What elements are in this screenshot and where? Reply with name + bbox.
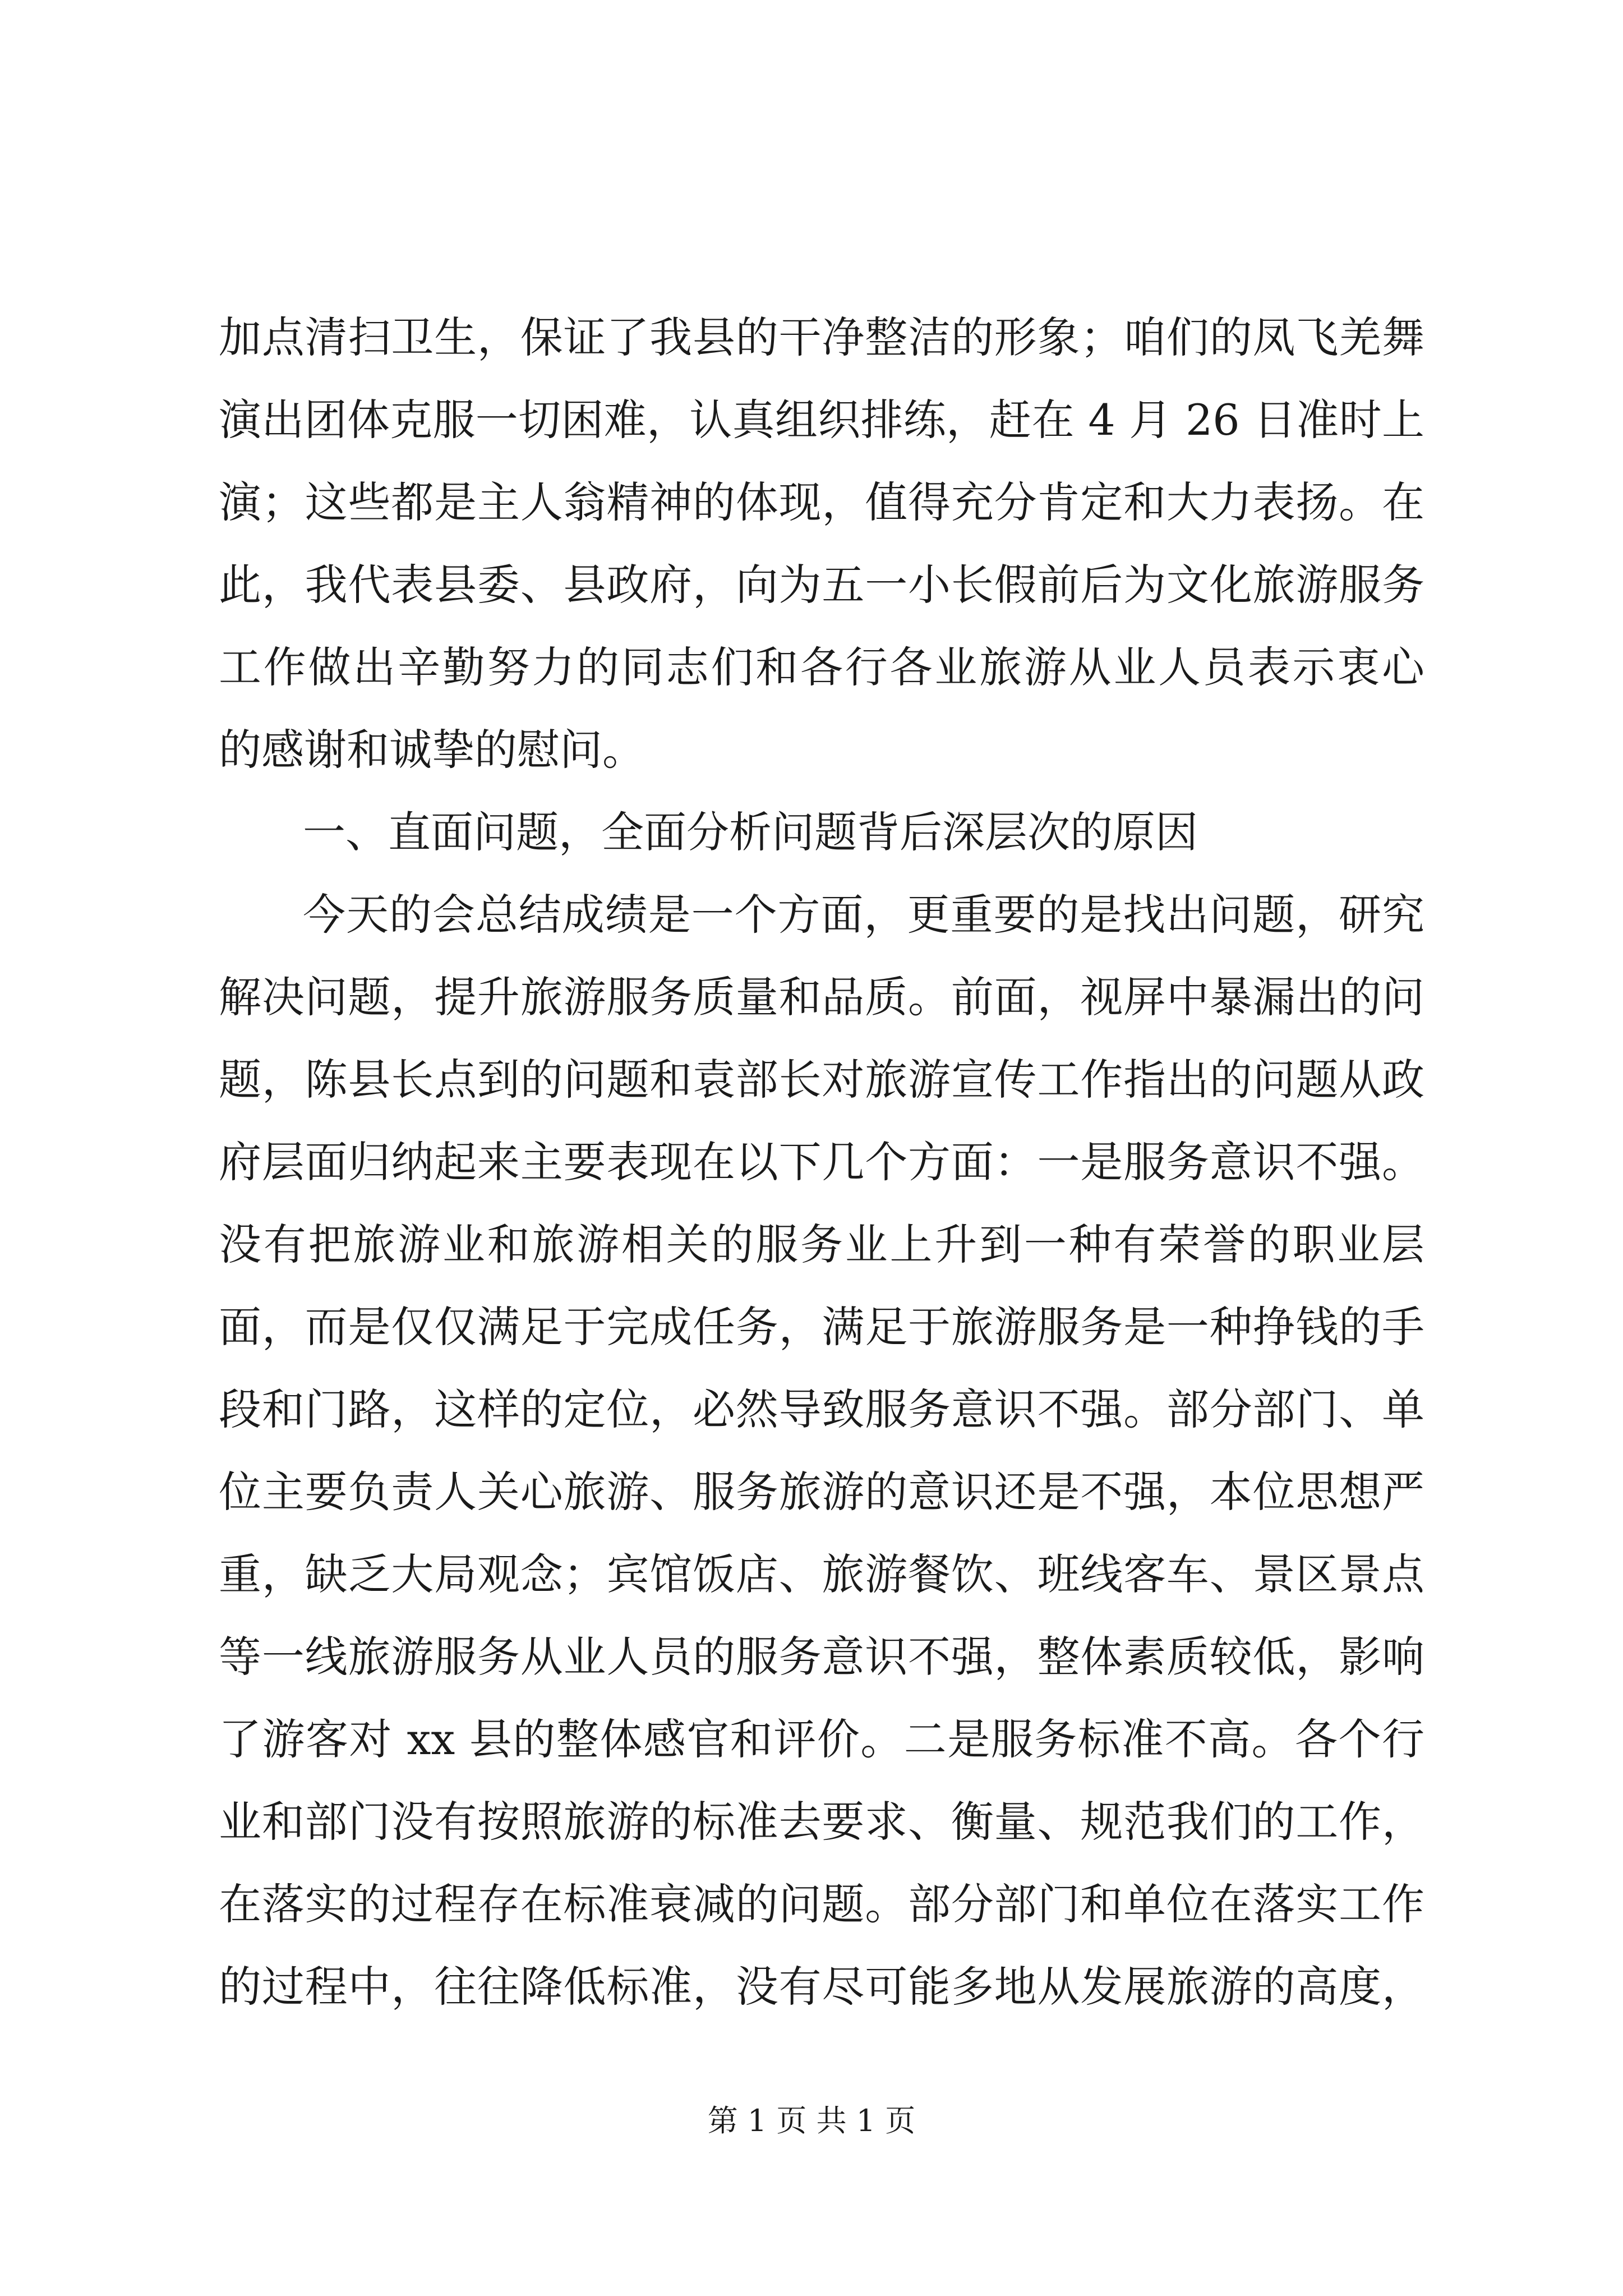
body-line: 加点清扫卫生，保证了我县的干净整洁的形象；咱们的凤飞羌舞 <box>219 312 1424 362</box>
body-line: 工作做出辛勤努力的同志们和各行各业旅游从业人员表示衷心 <box>219 642 1424 692</box>
body-line: 解决问题，提升旅游服务质量和品质。前面，视屏中暴漏出的问 <box>219 972 1424 1022</box>
document-body <box>219 296 1424 2028</box>
body-line: 的过程中，往往降低标准，没有尽可能多地从发展旅游的高度， <box>219 1962 1424 2012</box>
body-line: 题，陈县长点到的问题和袁部长对旅游宣传工作指出的问题从政 <box>219 1055 1424 1105</box>
page-number-label: 第 1 页 共 1 页 <box>707 2103 916 2138</box>
body-line: 面，而是仅仅满足于完成任务，满足于旅游服务是一种挣钱的手 <box>219 1302 1424 1352</box>
body-line: 段和门路，这样的定位，必然导致服务意识不强。部分部门、单 <box>219 1384 1424 1434</box>
section-heading: 一、直面问题，全面分析问题背后深层次的原因 <box>303 807 1198 857</box>
body-line: 在落实的过程存在标准衰减的问题。部分部门和单位在落实工作 <box>219 1879 1424 1929</box>
body-line: 业和部门没有按照旅游的标准去要求、衡量、规范我们的工作， <box>219 1797 1424 1847</box>
body-line: 演；这些都是主人翁精神的体现，值得充分肯定和大力表扬。在 <box>219 477 1424 527</box>
body-line: 的感谢和诚挚的慰问。 <box>219 725 645 775</box>
body-line: 演出团体克服一切困难，认真组织排练，赶在 4 月 26 日准时上 <box>219 395 1424 445</box>
page-footer <box>0 2101 1623 2141</box>
body-line: 等一线旅游服务从业人员的服务意识不强，整体素质较低，影响 <box>219 1632 1424 1682</box>
body-line: 重，缺乏大局观念；宾馆饭店、旅游餐饮、班线客车、景区景点 <box>219 1549 1424 1599</box>
body-line: 府层面归纳起来主要表现在以下几个方面：一是服务意识不强。 <box>219 1137 1424 1187</box>
body-line: 位主要负责人关心旅游、服务旅游的意识还是不强，本位思想严 <box>219 1467 1424 1517</box>
body-line: 今天的会总结成绩是一个方面，更重要的是找出问题，研究 <box>303 890 1424 940</box>
body-line: 此，我代表县委、县政府，向为五一小长假前后为文化旅游服务 <box>219 560 1424 610</box>
body-line: 了游客对 xx 县的整体感官和评价。二是服务标准不高。各个行 <box>219 1714 1424 1764</box>
body-line: 没有把旅游业和旅游相关的服务业上升到一种有荣誉的职业层 <box>219 1220 1424 1269</box>
